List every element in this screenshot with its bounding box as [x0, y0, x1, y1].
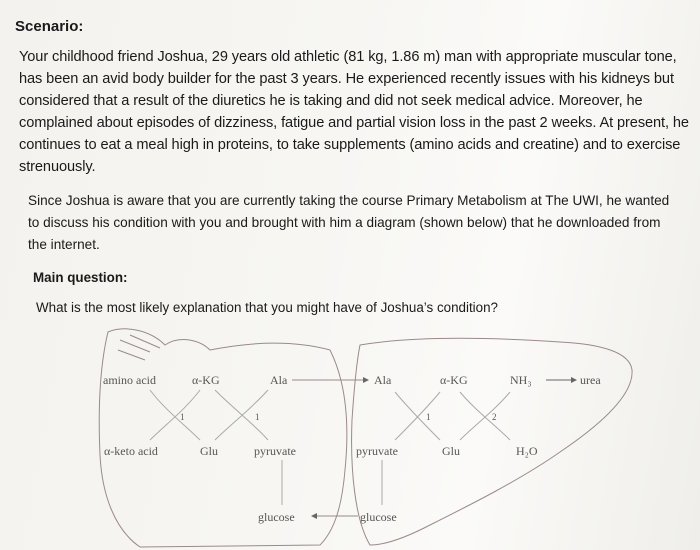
left-transamination-cross-1 [150, 390, 200, 440]
right-transamination-cross-2 [460, 392, 510, 440]
label-keto-acid: α-keto acid [104, 444, 158, 458]
left-transamination-cross-2 [215, 390, 268, 440]
right-transamination-cross-1 [395, 392, 440, 440]
label-alpha-kg-right: α-KG [440, 373, 468, 387]
label-pyruvate-left: pyruvate [254, 444, 296, 458]
label-nh3: NH₃ [510, 373, 532, 387]
label-step-2-right: 2 [492, 412, 497, 422]
scenario-paragraph: Your childhood friend Joshua, 29 years old athletic (81 kg, 1.86 m) man with appropriate muscular tone, has been an avid body builder for the past 3 years. He experienced recently issues with his kidneys but considered that a result of the diuretics he is taking and did not seek medical advice. Moreover, he complained about episodes of dizziness, fatigue and partial vision loss in the past 2 weeks. At present, he continues to eat a meal high in proteins, to take supplements (amino acids and creatine) and to exercise strenuously. [19, 49, 689, 175]
label-glu-left: Glu [200, 444, 218, 458]
context-paragraph: Since Joshua is aware that you are currently taking the course Primary Metabolism at The UWI, he wanted to discuss his condition with you and brought with him a diagram (shown below) that he downloaded from the internet. [28, 193, 670, 252]
main-question-text: What is the most likely explanation that you might have of Joshua’s condition? [36, 300, 498, 315]
label-h2o: H₂O [516, 444, 538, 458]
label-urea: urea [580, 373, 601, 387]
label-step-1b: 1 [255, 412, 260, 422]
label-step-1a: 1 [180, 412, 185, 422]
muscle-fiber-lines [118, 335, 160, 360]
label-ala-left: Ala [270, 373, 288, 387]
label-pyruvate-right: pyruvate [356, 444, 398, 458]
muscle-outline [99, 329, 347, 547]
label-step-1-right: 1 [426, 412, 431, 422]
label-amino-acid: amino acid [103, 373, 156, 387]
scenario-heading: Scenario: [15, 18, 84, 35]
label-glucose-left: glucose [258, 510, 295, 524]
main-question-heading: Main question: [33, 270, 128, 285]
glucose-alanine-cycle-diagram [0, 320, 700, 550]
label-glucose-right: glucose [360, 510, 397, 524]
label-ala-right: Ala [374, 373, 392, 387]
label-alpha-kg-left: α-KG [192, 373, 220, 387]
label-glu-right: Glu [442, 444, 460, 458]
